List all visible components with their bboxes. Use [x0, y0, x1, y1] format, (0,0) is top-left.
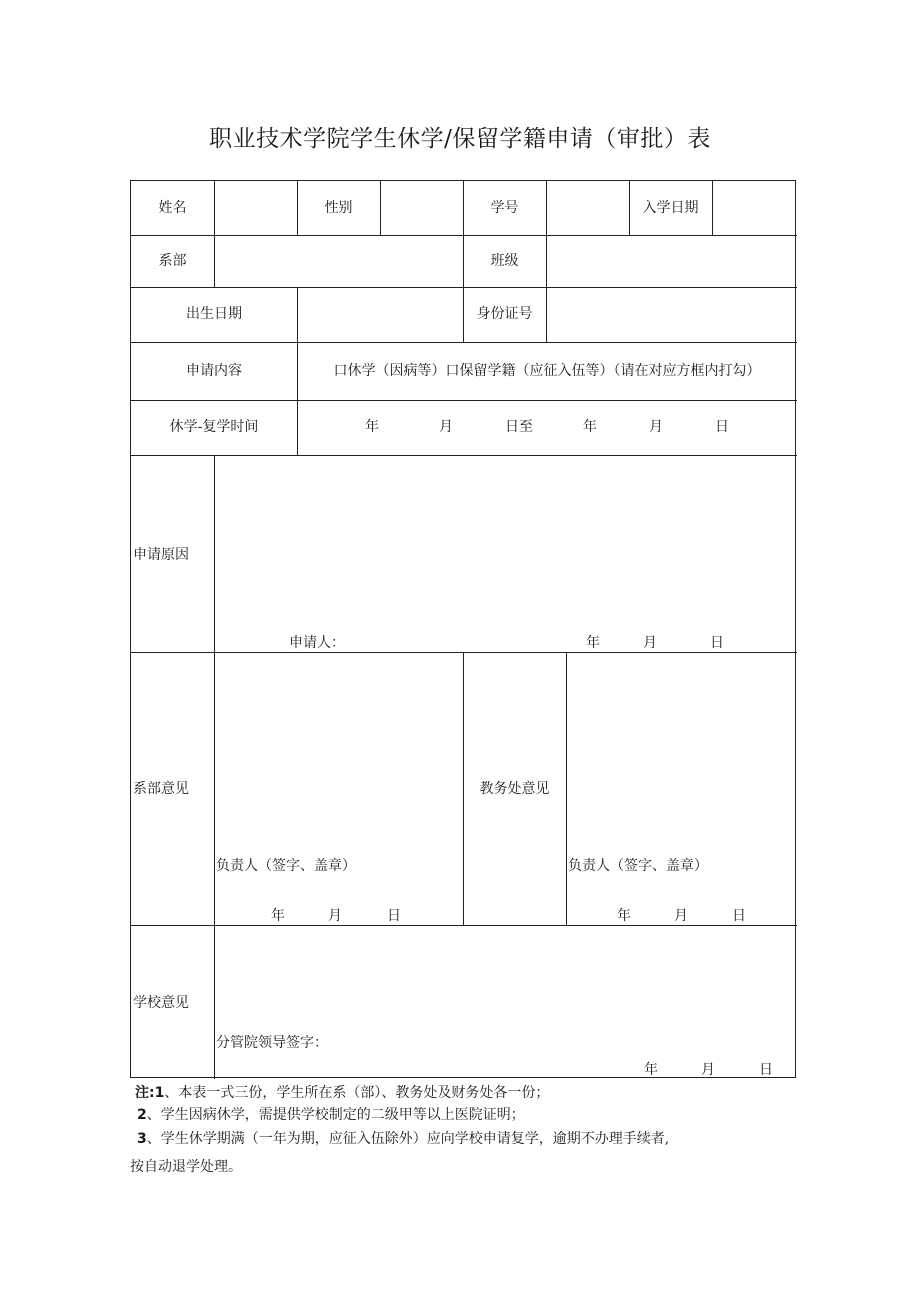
- dept-opinion-label: 系部意见: [133, 781, 189, 797]
- academic-opinion-label: 教务处意见: [479, 781, 550, 797]
- start-month-unit: 月: [439, 419, 453, 435]
- enroll-date-field[interactable]: [713, 182, 795, 235]
- enroll-date-label: 入学日期: [642, 200, 699, 216]
- dept-year-unit: 年: [271, 908, 285, 924]
- gender-field[interactable]: [381, 182, 462, 235]
- applicant-label: 申请人：: [289, 635, 345, 651]
- reason-textarea[interactable]: [215, 456, 795, 636]
- note-4: 按自动退学处理。: [130, 1159, 242, 1175]
- school-signer-label: 分管院领导签字：: [216, 1035, 328, 1051]
- gender-label: 性别: [324, 200, 353, 216]
- student-id-field[interactable]: [547, 182, 628, 235]
- id-number-label: 身份证号: [476, 306, 533, 322]
- dept-month-unit: 月: [328, 908, 342, 924]
- class-field[interactable]: [547, 236, 795, 287]
- birth-date-field[interactable]: [298, 288, 462, 342]
- school-month-unit: 月: [701, 1062, 715, 1078]
- reason-month-unit: 月: [643, 635, 657, 651]
- note-2: 2、学生因病休学，需提供学校制定的二级甲等以上医院证明；: [137, 1107, 525, 1123]
- start-year-unit: 年: [365, 419, 379, 435]
- id-number-field[interactable]: [547, 288, 795, 342]
- name-label: 姓名: [158, 200, 187, 216]
- school-opinion-label: 学校意见: [133, 995, 189, 1011]
- apply-content-options[interactable]: 口休学（因病等）口保留学籍（应征入伍等）（请在对应方框内打勾）: [333, 363, 761, 379]
- reason-year-unit: 年: [586, 635, 600, 651]
- reason-label: 申请原因: [133, 547, 189, 563]
- class-label: 班级: [490, 253, 519, 269]
- school-opinion-area[interactable]: [215, 926, 795, 1026]
- start-day-to-unit: 日至: [505, 419, 533, 435]
- reason-day-unit: 日: [710, 635, 724, 651]
- note-1: 注:1、本表一式三份，学生所在系（部）、教务处及财务处各一份；: [135, 1085, 550, 1101]
- suspension-period-label: 休学-复学时间: [169, 419, 259, 435]
- apply-content-label: 申请内容: [186, 363, 242, 379]
- birth-date-label: 出生日期: [186, 306, 242, 322]
- application-form-table: [130, 180, 796, 1078]
- school-day-unit: 日: [759, 1062, 773, 1078]
- dept-day-unit: 日: [387, 908, 401, 924]
- end-month-unit: 月: [649, 419, 663, 435]
- academic-year-unit: 年: [617, 908, 631, 924]
- dept-opinion-area[interactable]: [215, 653, 462, 843]
- form-title: 职业技术学院学生休学/保留学籍申请（审批）表: [209, 126, 711, 152]
- academic-day-unit: 日: [732, 908, 746, 924]
- department-field[interactable]: [215, 236, 462, 287]
- end-day-unit: 日: [715, 419, 729, 435]
- department-label: 系部: [158, 253, 187, 269]
- name-field[interactable]: [215, 182, 296, 235]
- dept-signer-label: 负责人（签字、盖章）: [216, 858, 356, 874]
- academic-month-unit: 月: [674, 908, 688, 924]
- school-year-unit: 年: [644, 1062, 658, 1078]
- academic-signer-label: 负责人（签字、盖章）: [568, 858, 708, 874]
- student-id-label: 学号: [490, 200, 519, 216]
- note-3: 3、学生休学期满（一年为期，应征入伍除外）应向学校申请复学，逾期不办理手续者,: [137, 1131, 670, 1147]
- end-year-unit: 年: [583, 419, 597, 435]
- academic-opinion-area[interactable]: [567, 653, 795, 843]
